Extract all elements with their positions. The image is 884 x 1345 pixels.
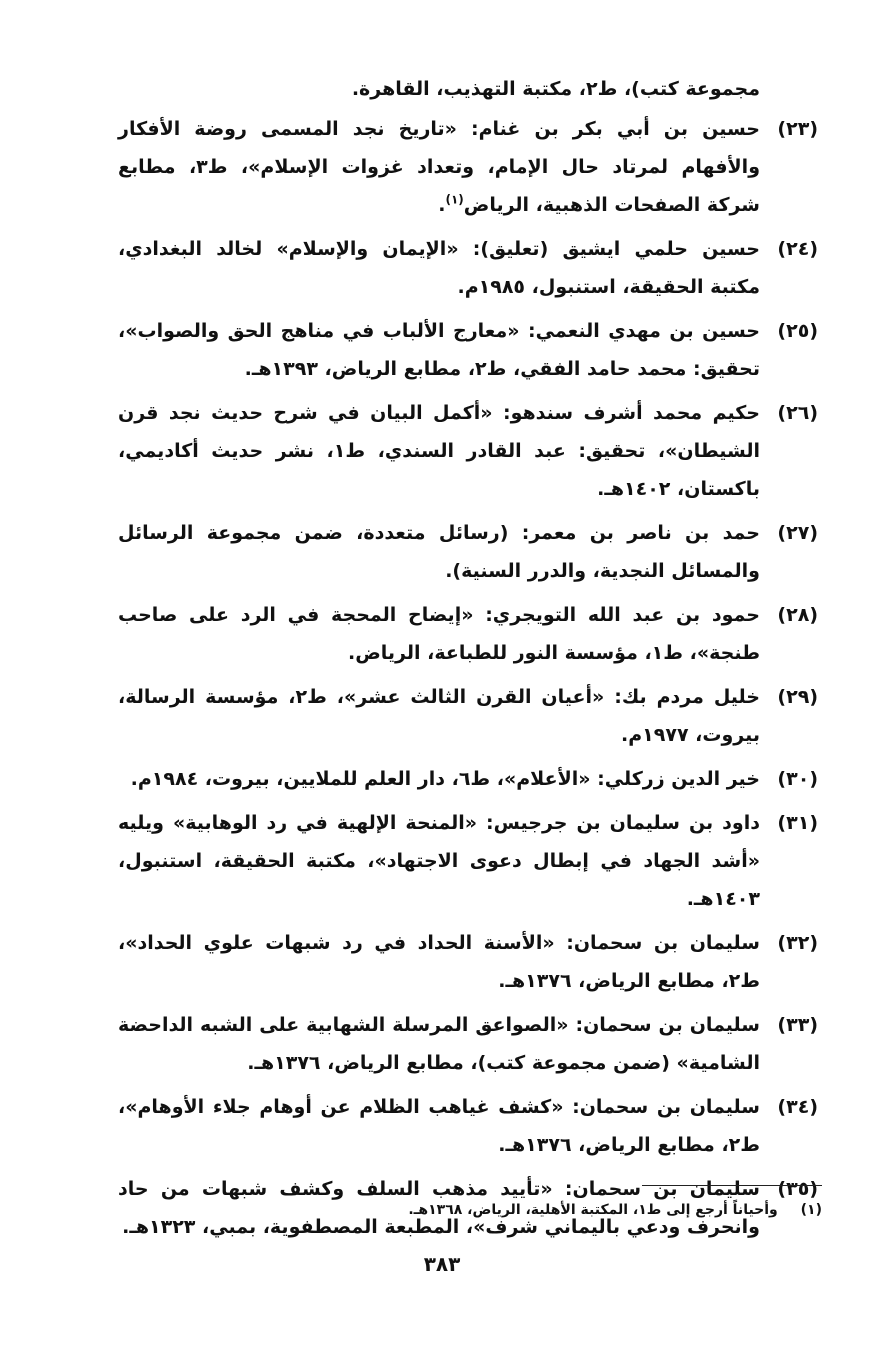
entry-text: حمد بن ناصر بن معمر: (رسائل متعددة، ضمن مجموعة الرسائل والمسائل النجدية، والدرر السنية). bbox=[118, 522, 760, 582]
continued-entry-text: مجموعة كتب)، ط٢، مكتبة التهذيب، القاهرة. bbox=[351, 78, 760, 100]
entry-number: (٢٦) bbox=[777, 402, 818, 424]
entry-text: سليمان بن سحمان: «كشف غياهب الظلام عن أوهام جلاء الأوهام»، ط٢، مطابع الرياض، ١٣٧٦هـ. bbox=[118, 1096, 760, 1156]
entry-number: (٢٨) bbox=[777, 604, 818, 626]
bibliography-entry-28 bbox=[118, 596, 818, 672]
entry-text: سليمان بن سحمان: «تأييد مذهب السلف وكشف شبهات من حاد وانحرف ودعي باليماني شرف»، المطبعة المصطفوية، بمبي، ١٣٢٣هـ. bbox=[118, 1178, 760, 1238]
bibliography-entry-34 bbox=[118, 1088, 818, 1164]
entry-number: (٣٤) bbox=[777, 1096, 818, 1118]
entry-text: حمود بن عبد الله التويجري: «إيضاح المحجة في الرد على صاحب طنجة»، ط١، مؤسسة النور للطباعة، الرياض. bbox=[118, 604, 760, 664]
bibliography-entry-26 bbox=[118, 394, 818, 508]
entry-text: حكيم محمد أشرف سندهو: «أكمل البيان في شرح حديث نجد قرن الشيطان»، تحقيق: عبد القادر السندي، ط١، نشر حديث أكاديمي، باكستان، ١٤٠٢هـ. bbox=[118, 402, 761, 500]
entry-number: (٣٢) bbox=[777, 932, 818, 954]
entry-text-body: حسين بن أبي بكر بن غنام: «تاريخ نجد المسمى روضة الأفكار والأفهام لمرتاد حال الإمام، وتعداد غزوات الإسلام»، ط٣، مطابع شركة الصفحات الذهبية، الرياض bbox=[118, 118, 760, 216]
entry-number: (٣١) bbox=[777, 812, 818, 834]
entry-text: حسين حلمي ايشيق (تعليق): «الإيمان والإسلام» لخالد البغدادي، مكتبة الحقيقة، استنبول، ١٩٨٥م. bbox=[118, 238, 760, 298]
entry-number: (٣٠) bbox=[777, 768, 818, 790]
entry-text: سليمان بن سحمان: «الأسنة الحداد في رد شبهات علوي الحداد»، ط٢، مطابع الرياض، ١٣٧٦هـ. bbox=[118, 932, 760, 992]
entry-number: (٢٣) bbox=[777, 118, 818, 140]
bibliography-entry-23 bbox=[118, 110, 818, 224]
footnote-reference: (١) bbox=[445, 192, 464, 207]
footnote bbox=[122, 1198, 822, 1222]
bibliography-entry-31 bbox=[118, 804, 818, 918]
bibliography-entry-30 bbox=[118, 760, 818, 798]
entry-text: حسين بن مهدي النعمي: «معارج الألباب في مناهج الحق والصواب»، تحقيق: محمد حامد الفقي، ط٢، مطابع الرياض، ١٣٩٣هـ. bbox=[118, 320, 760, 380]
entry-number: (٣٥) bbox=[777, 1178, 818, 1200]
bibliography-entry-27 bbox=[118, 514, 818, 590]
entry-number: (٣٣) bbox=[777, 1014, 818, 1036]
entry-number: (٢٩) bbox=[777, 686, 818, 708]
footnote-number: (١) bbox=[800, 1202, 822, 1218]
footnote-text: وأحياناً أرجع إلى ط١، المكتبة الأهلية، الرياض، ١٣٦٨هـ. bbox=[408, 1202, 778, 1218]
entry-text: داود بن سليمان بن جرجيس: «المنحة الإلهية في رد الوهابية» ويليه «أشد الجهاد في إبطال دعوى الاجتهاد»، مكتبة الحقيقة، استنبول، ١٤٠٣هـ. bbox=[118, 812, 760, 910]
entry-text bbox=[118, 110, 760, 224]
entry-text: خير الدين زركلي: «الأعلام»، ط٦، دار العلم للملايين، بيروت، ١٩٨٤م. bbox=[130, 768, 760, 790]
bibliography-entry-25 bbox=[118, 312, 818, 388]
entry-text: سليمان بن سحمان: «الصواعق المرسلة الشهابية على الشبه الداحضة الشامية» (ضمن مجموعة كتب)، مطابع الرياض، ١٣٧٦هـ. bbox=[118, 1014, 760, 1074]
footnote-separator bbox=[642, 1185, 822, 1186]
bibliography-entry-24 bbox=[118, 230, 818, 306]
bibliography-entry-33 bbox=[118, 1006, 818, 1082]
entry-number: (٢٧) bbox=[777, 522, 818, 544]
bibliography-entry-29 bbox=[118, 678, 818, 754]
page-number: ٣٨٣ bbox=[423, 1252, 461, 1276]
entry-number: (٢٥) bbox=[777, 320, 818, 342]
bibliography-entry-32 bbox=[118, 924, 818, 1000]
bibliography-list bbox=[118, 70, 818, 1252]
entry-number: (٢٤) bbox=[777, 238, 818, 260]
entry-text: خليل مردم بك: «أعيان القرن الثالث عشر»، ط٢، مؤسسة الرسالة، بيروت، ١٩٧٧م. bbox=[118, 686, 760, 746]
entry-text-tail: . bbox=[438, 194, 446, 216]
